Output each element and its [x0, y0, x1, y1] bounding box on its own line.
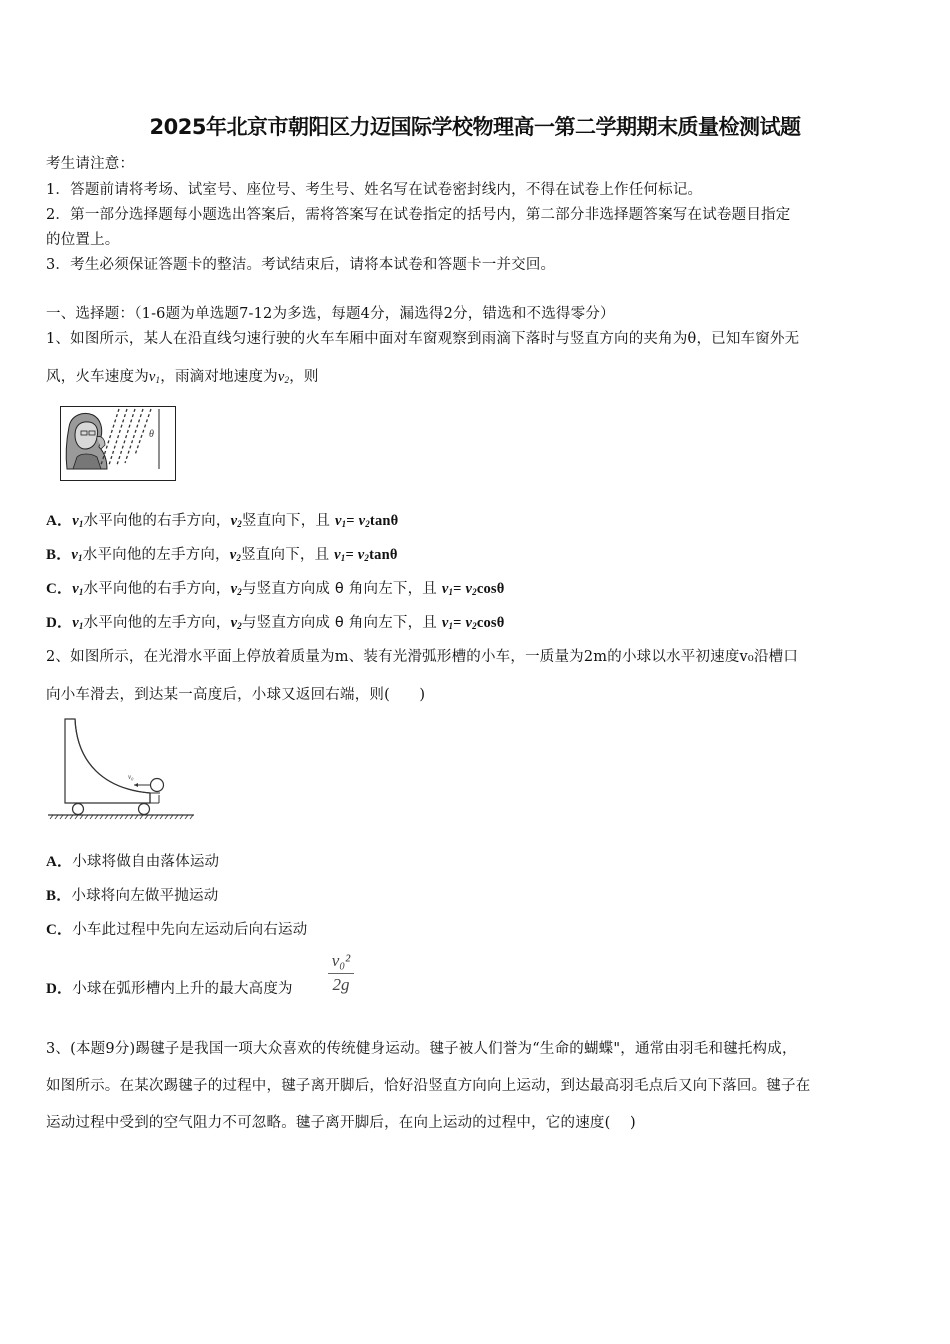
- q1-text: ，则: [289, 369, 319, 385]
- q1-option-d[interactable]: D．$v_1$水平向他的左手方向，$v_2$与竖直方向成 θ 角向左下，且 $v_1= v_2\cos\theta$: [46, 615, 505, 631]
- q3-stem-line1: 3、(本题9分)踢毽子是我国一项大众喜欢的传统健身运动。毽子被人们誉为“生命的蝴蝶"，通常由羽毛和毽托构成，: [46, 1041, 797, 1057]
- cart-with-curved-track-illustration: [44, 713, 204, 821]
- q2-option-c[interactable]: C．小车此过程中先向左运动后向右运动: [46, 922, 308, 938]
- notice-item-2-cont: 的位置上。: [46, 232, 120, 248]
- q1-figure-rain-window: [60, 406, 176, 481]
- fraction-numerator: v₀²: [328, 950, 354, 974]
- q1-stem-line1: 1、如图所示，某人在沿直线匀速行驶的火车车厢中面对车窗观察到雨滴下落时与竖直方向的夹角为θ，已知车窗外无: [46, 331, 800, 347]
- q2-figure-cart-track: [44, 713, 204, 821]
- q1-text: 风，火车速度为: [46, 369, 149, 385]
- man-watching-rain-illustration: [61, 407, 174, 479]
- page-title: 2025年北京市朝阳区力迈国际学校物理高一第二学期期末质量检测试题: [149, 115, 801, 139]
- q2-option-b[interactable]: B．小球将向左做平抛运动: [46, 888, 219, 904]
- q1-text: ，雨滴对地速度为: [160, 369, 278, 385]
- notice-heading: 考生请注意：: [46, 156, 135, 172]
- section-heading: 一、选择题：（1-6题为单选题7-12为多选，每题4分，漏选得2分，错选和不选得零分）: [46, 306, 615, 322]
- q1-stem-line2: [46, 365, 319, 386]
- q3-stem-line3: 运动过程中受到的空气阻力不可忽略。毽子离开脚后，在向上运动的过程中，它的速度( ): [46, 1115, 636, 1131]
- v0-label: v₀: [128, 773, 134, 781]
- q2-option-a[interactable]: A．小球将做自由落体运动: [46, 854, 220, 870]
- q1-option-c[interactable]: C．$v_1$水平向他的右手方向，$v_2$与竖直方向成 θ 角向左下，且 $v_1= v_2\cos\theta$: [46, 581, 505, 597]
- v2-symbol: $v_2$: [277, 369, 290, 385]
- notice-item-1: 1．答题前请将考场、试室号、座位号、考生号、姓名写在试卷密封线内，不得在试卷上作任何标记。: [46, 182, 703, 198]
- v1-symbol: $v_1$: [148, 369, 161, 385]
- q1-option-a[interactable]: A．$v_1$水平向他的右手方向，$v_2$竖直向下，且 $v_1= v_2\tan\theta$: [46, 513, 399, 529]
- q2-stem-line2: 向小车滑去，到达某一高度后，小球又返回右端，则( ): [46, 687, 426, 703]
- notice-item-2: 2．第一部分选择题每小题选出答案后，需将答案写在试卷指定的括号内，第二部分非选择题答案写在试卷题目指定: [46, 207, 791, 223]
- q3-stem-line2: 如图所示。在某次踢毽子的过程中，毽子离开脚后，恰好沿竖直方向向上运动，到达最高羽毛点后又向下落回。毽子在: [46, 1078, 811, 1094]
- notice-item-3: 3．考生必须保证答题卡的整洁。考试结束后，请将本试卷和答题卡一并交回。: [46, 257, 556, 273]
- q2-stem-line1: 2、如图所示，在光滑水平面上停放着质量为m、装有光滑弧形槽的小车，一质量为2m的小球以水平初速度v₀沿槽口: [46, 649, 799, 665]
- theta-label: θ: [149, 429, 154, 440]
- q2-option-d[interactable]: D．小球在弧形槽内上升的最大高度为: [46, 981, 293, 997]
- fraction-denominator: 2g: [332, 975, 350, 994]
- q1-option-b[interactable]: B．$v_1$水平向他的左手方向，$v_2$竖直向下，且 $v_1= v_2\tan\theta$: [46, 547, 398, 563]
- max-height-fraction: [328, 950, 354, 996]
